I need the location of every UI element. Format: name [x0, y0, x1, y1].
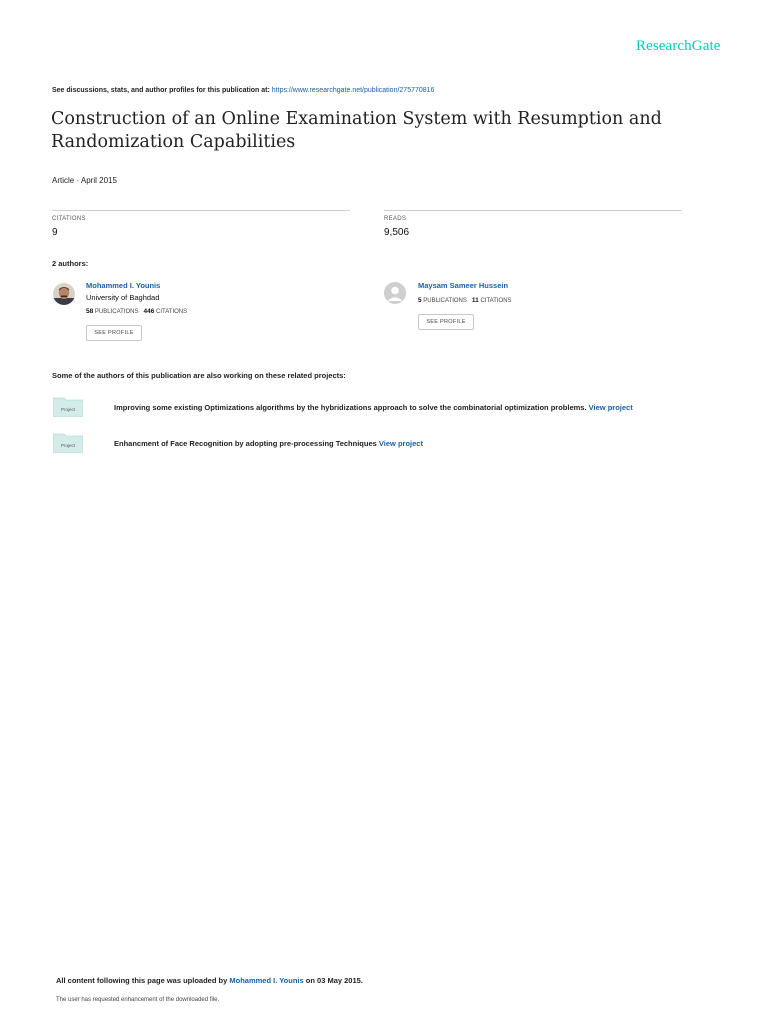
upload-prefix: All content following this page was uploaded by	[56, 976, 228, 985]
citations-divider	[52, 210, 350, 211]
author-photo-icon[interactable]	[53, 283, 75, 305]
project-icon-label: Project	[60, 407, 76, 412]
citations-count: 446	[143, 308, 155, 315]
discussions-line	[52, 87, 434, 94]
author-counts	[86, 308, 187, 315]
discussions-prefix: See discussions, stats, and author profiles for this publication at:	[52, 87, 270, 94]
citations-count: 11	[471, 297, 479, 304]
author-name-link[interactable]: Mohammed I. Younis	[86, 281, 161, 290]
view-project-link[interactable]: View project	[588, 403, 633, 412]
publications-count: 5	[418, 297, 422, 304]
citations-value: 9	[52, 227, 58, 238]
related-projects-heading: Some of the authors of this publication are also working on these related projects:	[52, 371, 346, 380]
project-description: Enhancment of Face Recognition by adopting pre-processing Techniques	[114, 439, 377, 448]
publications-label: PUBLICATIONS	[423, 298, 467, 304]
see-profile-button[interactable]: SEE PROFILE	[86, 325, 142, 341]
publications-count: 58	[86, 308, 94, 315]
upload-info	[56, 976, 363, 985]
publications-label: PUBLICATIONS	[94, 309, 139, 315]
publication-title: Construction of an Online Examination System with Resumption and Randomization Capabilities	[51, 109, 662, 152]
author-name-link[interactable]: Maysam Sameer Hussein	[418, 281, 509, 290]
publication-url-link[interactable]: https://www.researchgate.net/publication/275770816	[271, 87, 435, 94]
project-item	[114, 403, 633, 412]
reads-divider	[384, 210, 682, 211]
view-project-link[interactable]: View project	[378, 439, 423, 448]
citations-label: CITATIONS	[480, 298, 512, 304]
citations-label: CITATIONS	[156, 309, 188, 315]
upload-suffix: on 03 May 2015.	[305, 976, 363, 985]
see-profile-button[interactable]: SEE PROFILE	[418, 314, 474, 330]
citations-label: CITATIONS	[52, 216, 86, 222]
project-folder-icon	[53, 397, 83, 417]
project-folder-icon	[53, 433, 83, 453]
researchgate-logo[interactable]: ResearchGate	[636, 38, 721, 54]
reads-label: READS	[384, 216, 407, 222]
reads-value: 9,506	[384, 227, 410, 238]
author-counts	[418, 297, 512, 304]
article-type-date: Article · April 2015	[52, 176, 117, 185]
project-item	[114, 439, 423, 448]
authors-heading: 2 authors:	[52, 259, 89, 268]
project-icon-label: Project	[60, 443, 76, 448]
enhancement-note: The user has requested enhancement of the downloaded file.	[56, 997, 220, 1003]
author-affiliation: University of Baghdad	[86, 293, 160, 302]
uploader-link[interactable]: Mohammed I. Younis	[229, 976, 304, 985]
project-description: Improving some existing Optimizations algorithms by the hybridizations approach to solve the combinatorial optimization problems.	[114, 403, 587, 412]
default-user-icon[interactable]	[384, 282, 406, 304]
